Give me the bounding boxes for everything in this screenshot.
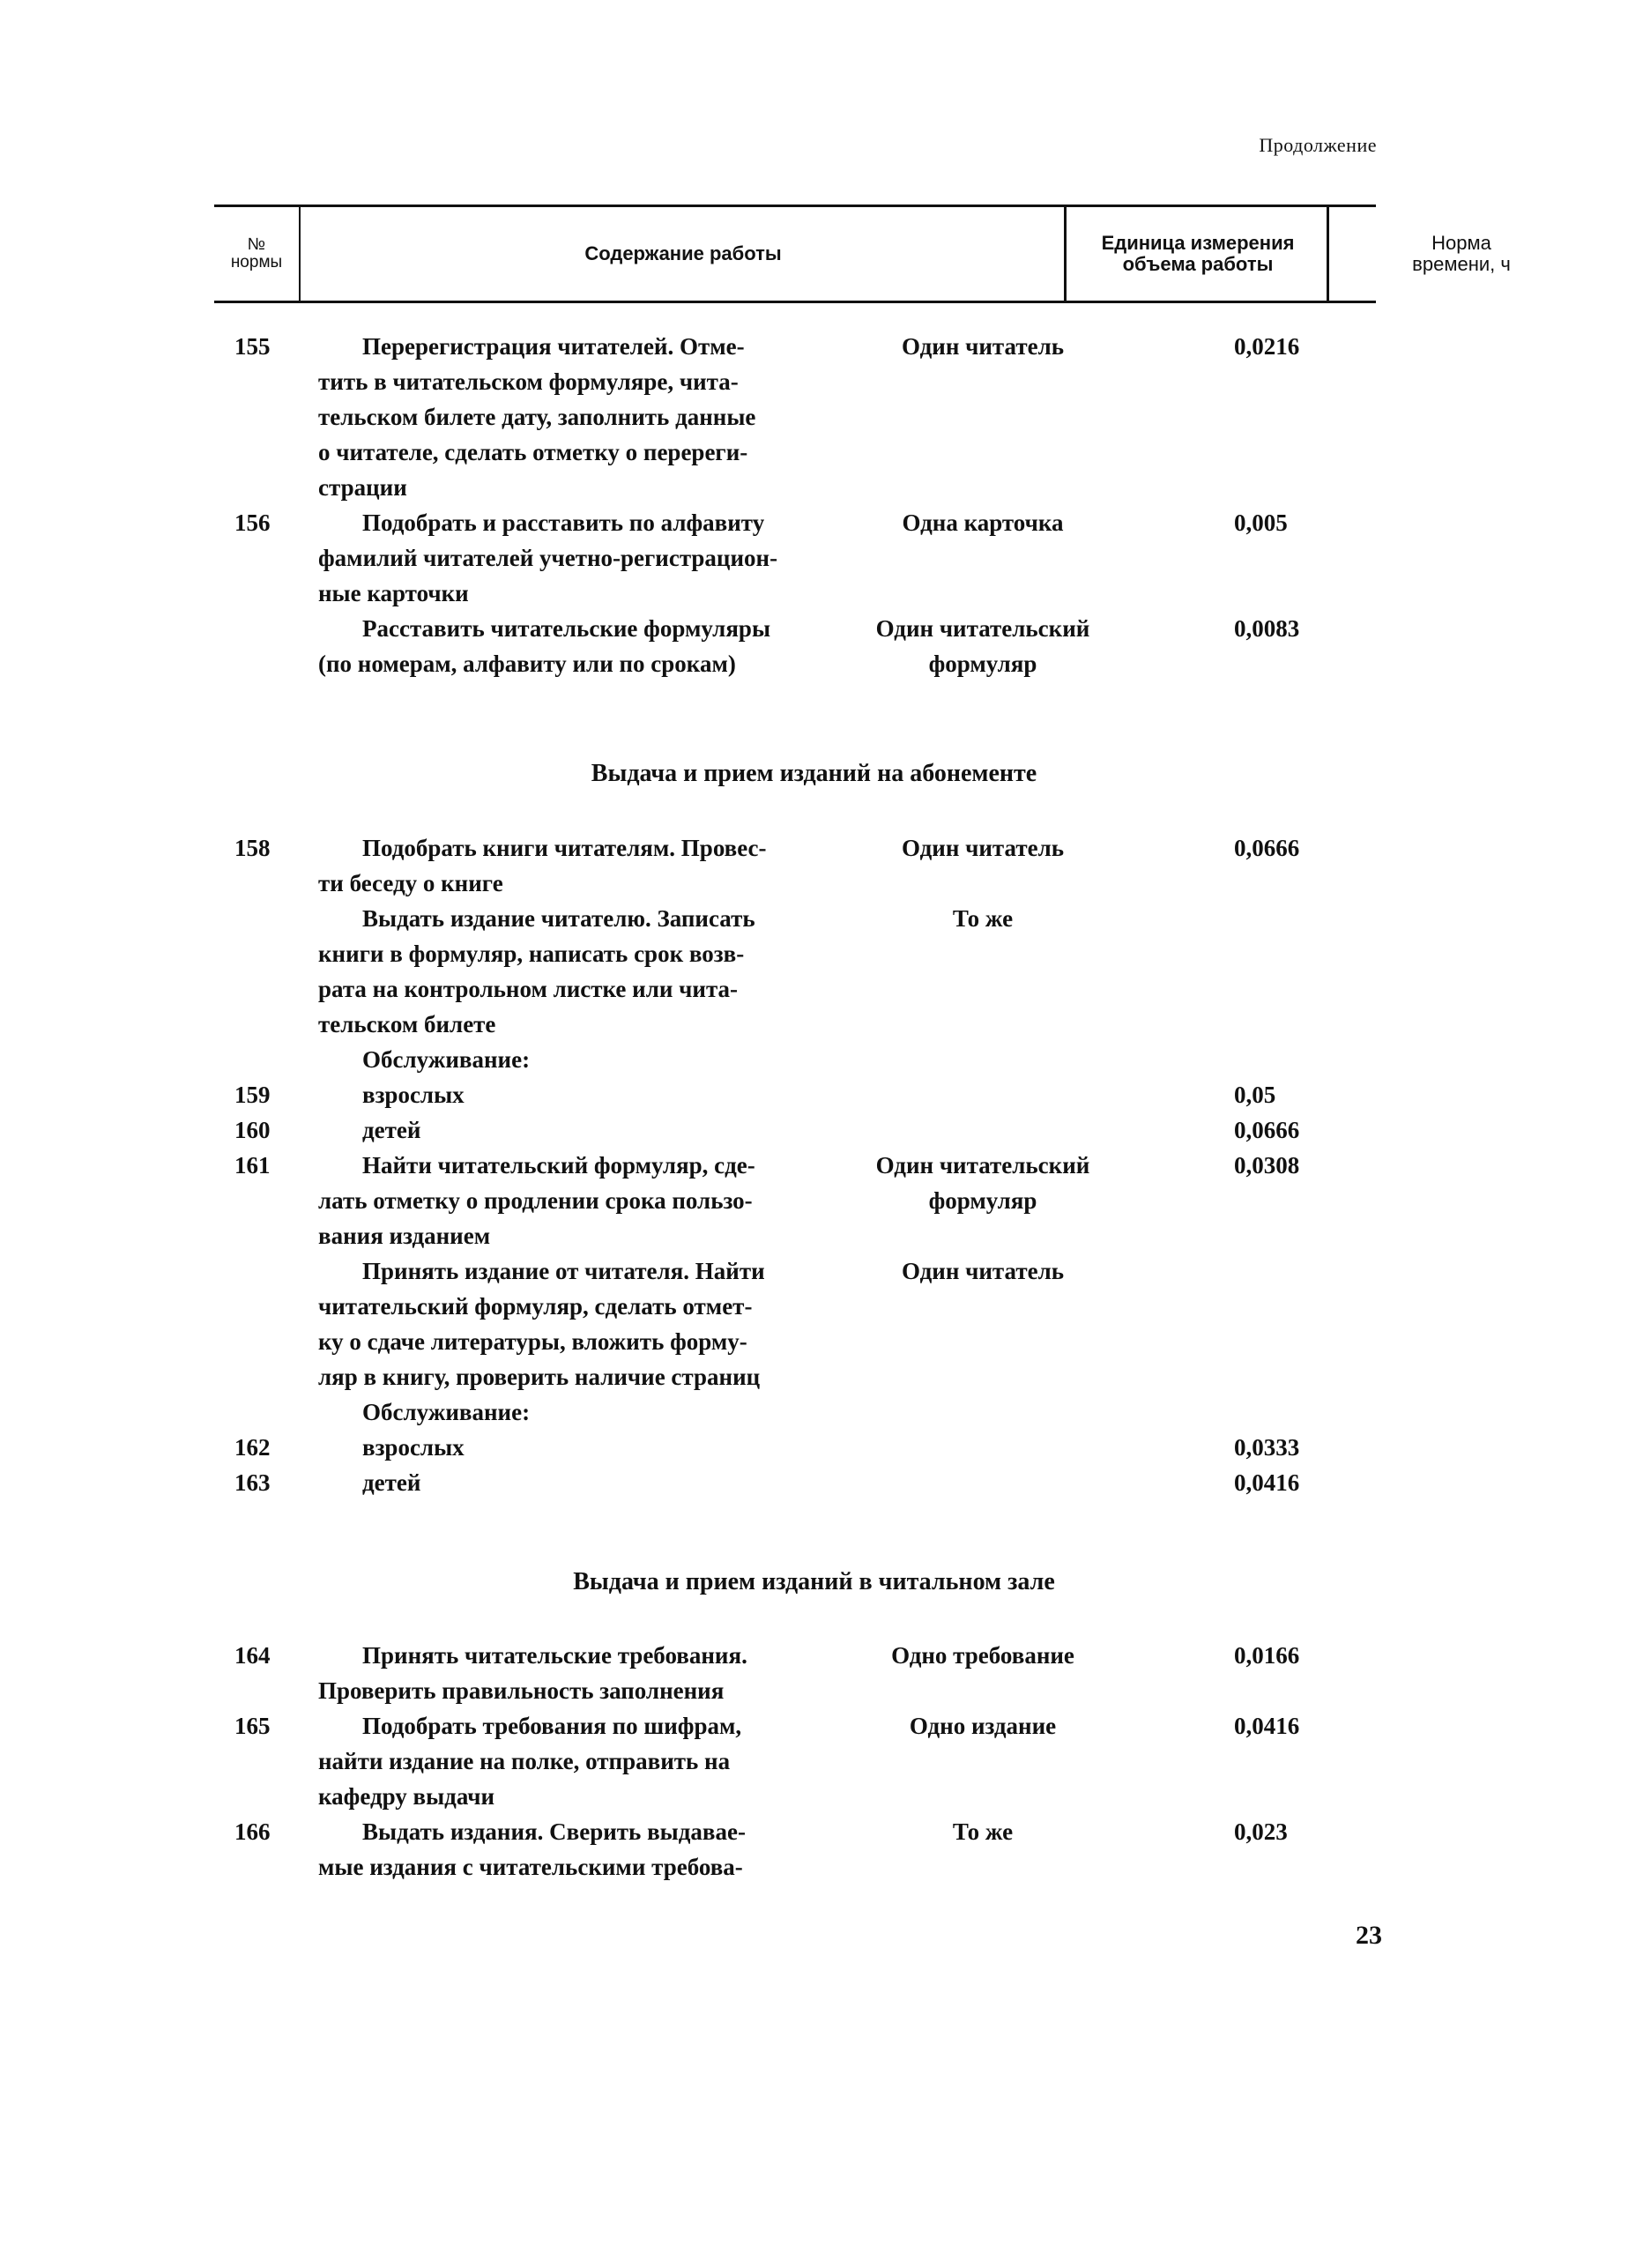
row-work-description: взрослых — [362, 1082, 465, 1108]
header-number-column: № нормы — [230, 235, 283, 271]
row-time-norm: 0,0083 — [1234, 615, 1300, 642]
row-time-norm: 0,023 — [1234, 1818, 1288, 1845]
row-time-norm: 0,0216 — [1234, 333, 1300, 360]
header-work-column: Содержание работы — [299, 207, 1066, 301]
row-time-norm: 0,0666 — [1234, 835, 1300, 861]
row-unit: Один читатель — [901, 333, 1065, 360]
section-title-subscription: Выдача и прием изданий на абонементе — [591, 760, 1037, 787]
row-unit: Один читатель — [901, 1258, 1065, 1284]
row-number: 161 — [234, 1152, 271, 1179]
row-work-description: Расставить читательские формуляры (по номерам, алфавиту или по срокам) — [318, 615, 771, 677]
row-number: 163 — [234, 1469, 271, 1496]
row-number: 156 — [234, 509, 271, 536]
row-work-description: Подобрать и расставить по алфавиту фамилий читателей учетно-регистрацион- ные карточки — [318, 509, 778, 606]
section-title-reading-room: Выдача и прием изданий в читальном зале — [573, 1568, 1055, 1595]
row-work-description: Подобрать требования по шифрам, найти издание на полке, отправить на кафедру выдачи — [318, 1713, 742, 1810]
row-work-description: Принять издание от читателя. Найти читательский формуляр, сделать отмет- ку о сдаче литературы, вложить форму- ляр в книгу, проверить наличие страниц — [318, 1258, 765, 1390]
row-number: 164 — [234, 1642, 271, 1669]
row-unit: Один читатель — [901, 835, 1065, 861]
row-number: 165 — [234, 1713, 271, 1739]
row-time-norm: 0,005 — [1234, 509, 1288, 536]
row-work-description: Найти читательский формуляр, сде- лать отметку о продлении срока пользо- вания изданием — [318, 1152, 755, 1249]
row-time-norm: 0,0333 — [1234, 1434, 1300, 1461]
row-time-norm: 0,05 — [1234, 1082, 1276, 1108]
row-unit: Одна карточка — [902, 509, 1064, 536]
row-unit: Один читательский формуляр — [875, 1152, 1090, 1214]
row-work-description: Принять читательские требования. Проверить правильность заполнения — [318, 1642, 747, 1704]
row-unit: То же — [952, 905, 1014, 932]
row-number: 155 — [234, 333, 271, 360]
row-number: 158 — [234, 835, 271, 861]
row-unit: Одно требование — [891, 1642, 1074, 1669]
row-work-description: детей — [362, 1117, 421, 1143]
row-work-description: Перерегистрация читателей. Отме- тить в читательском формуляре, чита- тельском билете дату, заполнить данные о читателе, сделать отметку о перереги- страции — [318, 333, 756, 501]
row-work-description: Обслуживание: — [362, 1046, 531, 1073]
continuation-label: Продолжение — [1259, 134, 1377, 156]
row-unit: То же — [952, 1818, 1014, 1845]
row-work-description: Подобрать книги читателям. Провес- ти беседу о книге — [318, 835, 767, 896]
row-unit: Один читательский формуляр — [875, 615, 1090, 677]
row-work-description: Выдать издание читателю. Записать книги в формуляр, написать срок возв- рата на контрольном листке или чита- тельском билете — [318, 905, 755, 1037]
row-time-norm: 0,0308 — [1234, 1152, 1300, 1179]
row-time-norm: 0,0666 — [1234, 1117, 1300, 1143]
row-time-norm: 0,0166 — [1234, 1642, 1300, 1669]
row-time-norm: 0,0416 — [1234, 1469, 1300, 1496]
row-time-norm: 0,0416 — [1234, 1713, 1300, 1739]
page-number: 23 — [1356, 1921, 1382, 1950]
row-work-description: Обслуживание: — [362, 1399, 531, 1425]
row-number: 160 — [234, 1117, 271, 1143]
header-norm-column: Норма времени, ч — [1327, 207, 1594, 301]
row-work-description: детей — [362, 1469, 421, 1496]
row-number: 166 — [234, 1818, 271, 1845]
row-work-description: Выдать издания. Сверить выдавае- мые издания с читательскими требова- — [318, 1818, 746, 1880]
row-number: 159 — [234, 1082, 271, 1108]
row-unit: Одно издание — [909, 1713, 1057, 1739]
row-work-description: взрослых — [362, 1434, 465, 1461]
header-unit-column: Единица измерения объема работы — [1064, 207, 1329, 301]
table-header — [214, 204, 1511, 303]
row-number: 162 — [234, 1434, 271, 1461]
